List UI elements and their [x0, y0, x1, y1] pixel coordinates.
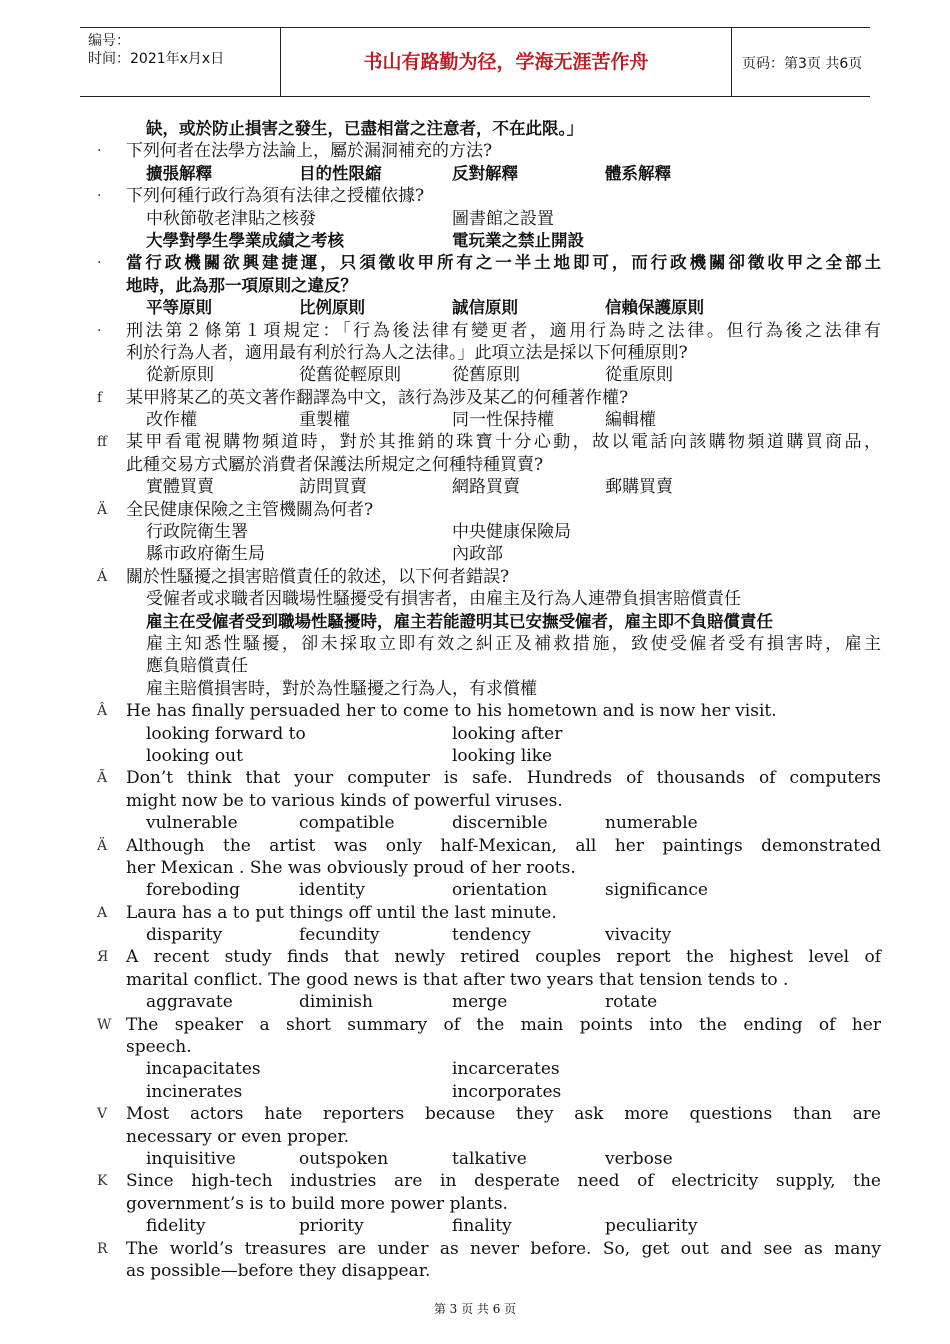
answer-option: 從舊原則 [452, 365, 520, 386]
answer-option: priority [299, 1216, 364, 1237]
header-motto: 书山有路勤为径，学海无涯苦作舟 [280, 28, 732, 96]
question-text: 某甲看電視購物頻道時，對於其推銷的珠寶十分心動，故以電話向該購物頻道購買商品， [126, 432, 881, 453]
question-text: 缺，或於防止損害之發生，已盡相當之注意者，不在此限。」 [146, 119, 584, 138]
header-meta [88, 32, 224, 68]
answer-option: 體系解釋 [605, 163, 671, 183]
question-text: necessary or even proper. [126, 1126, 350, 1147]
answer-option: tendency [452, 925, 531, 946]
question-text: 下列何者在法學方法論上，屬於漏洞補充的方法? [126, 141, 493, 162]
question-line [0, 431, 950, 453]
question-marker: Я [97, 949, 109, 966]
question-line [0, 835, 950, 857]
question-text: marital conflict. The good news is that after two years that tension tends to . [126, 969, 789, 990]
answer-option: fidelity [146, 1216, 206, 1237]
question-text: 全民健康保險之主管機關為何者? [126, 499, 374, 520]
option-row [0, 521, 950, 543]
answer-option: merge [452, 992, 508, 1013]
question-line [0, 1170, 950, 1192]
option-row [0, 991, 950, 1013]
question-line [0, 1014, 950, 1036]
option-row [0, 163, 950, 185]
text-line [0, 969, 950, 991]
answer-option: verbose [605, 1148, 673, 1169]
question-line [0, 700, 950, 722]
answer-option: identity [299, 880, 366, 901]
question-marker: Ä [97, 501, 108, 518]
option-row [0, 924, 950, 946]
answer-option: 雇主賠償損害時，對於為性騷擾之行為人，有求償權 [146, 678, 537, 699]
option-row [0, 1081, 950, 1103]
answer-option: 實體買賣 [146, 477, 214, 498]
answer-option: foreboding [146, 880, 240, 901]
text-line [0, 1193, 950, 1215]
question-marker: f [97, 389, 103, 406]
text-line [0, 118, 950, 140]
text-line [0, 275, 950, 297]
question-line [0, 1238, 950, 1260]
answer-option: 受僱者或求職者因職場性騷擾受有損害者，由雇主及行為人連帶負損害賠償責任 [146, 589, 741, 610]
answer-option: 訪問買賣 [299, 477, 367, 498]
question-text: 關於性騷擾之損害賠償責任的敘述，以下何者錯誤? [126, 566, 510, 587]
question-text: The speaker a short summary of the main points into the ending of her [126, 1014, 881, 1035]
document-body [0, 118, 950, 1282]
answer-option: vivacity [605, 925, 672, 946]
question-text: her Mexican . She was obviously proud of her roots. [126, 857, 576, 878]
question-text: Laura has a to put things off until the last minute. [126, 902, 557, 923]
answer-option: 改作權 [146, 410, 197, 431]
question-text: Most actors hate reporters because they ask more questions than are [126, 1104, 881, 1125]
answer-option: talkative [452, 1148, 527, 1169]
answer-option: 同一性保持權 [452, 410, 554, 431]
text-line [0, 1126, 950, 1148]
question-text: 地時，此為那一項原則之違反？ [126, 275, 357, 295]
answer-option: 縣市政府衛生局 [146, 544, 265, 565]
answer-option: fecundity [299, 925, 380, 946]
option-row [0, 1215, 950, 1237]
option-row [0, 745, 950, 767]
answer-option: 平等原則 [146, 298, 212, 318]
option-row [0, 1058, 950, 1080]
option-row [0, 723, 950, 745]
answer-option: aggravate [146, 992, 233, 1013]
answer-option: looking forward to [146, 723, 306, 744]
question-marker: Â [97, 703, 108, 720]
question-marker: · [97, 322, 102, 339]
answer-option: vulnerable [146, 813, 238, 834]
question-text: government’s is to build more power plants. [126, 1193, 508, 1214]
text-line [0, 678, 950, 700]
question-line [0, 1103, 950, 1125]
answer-option: 郵購買賣 [605, 477, 673, 498]
question-line [0, 252, 950, 274]
answer-option: disparity [146, 925, 223, 946]
question-text: Since high-tech industries are in desperate need of electricity supply, the [126, 1171, 881, 1192]
question-text: The world’s treasures are under as never before. So, get out and see as many [126, 1238, 881, 1259]
answer-option: 信賴保護原則 [605, 298, 704, 318]
answer-option: looking like [452, 745, 553, 766]
answer-option: finality [452, 1216, 512, 1237]
question-text: as possible—before they disappear. [126, 1260, 431, 1281]
answer-option: 行政院衛生署 [146, 522, 248, 543]
option-row [0, 1148, 950, 1170]
answer-option: 重製權 [299, 410, 350, 431]
answer-option: incinerates [146, 1081, 243, 1102]
text-line [0, 633, 950, 655]
header-number: 编号： [88, 33, 130, 49]
answer-option: 應負賠償責任 [146, 656, 248, 677]
question-line [0, 499, 950, 521]
question-text: 利於行為人者，適用最有利於行為人之法律。」此項立法是採以下何種原則? [126, 342, 688, 363]
answer-option: 編輯權 [605, 410, 656, 431]
text-line [0, 588, 950, 610]
answer-option: incarcerates [452, 1059, 560, 1080]
question-text: 下列何種行政行為須有法律之授權依據? [126, 186, 425, 207]
question-line [0, 320, 950, 342]
option-row [0, 879, 950, 901]
question-marker: · [97, 143, 102, 160]
answer-option: rotate [605, 992, 658, 1013]
text-line [0, 1036, 950, 1058]
question-marker: A [97, 904, 108, 921]
question-text: might now be to various kinds of powerful viruses. [126, 790, 563, 811]
answer-option: 中央健康保險局 [452, 522, 571, 543]
question-marker: W [97, 1016, 112, 1033]
option-row [0, 364, 950, 386]
answer-option: looking after [452, 723, 563, 744]
question-text: speech. [126, 1037, 192, 1058]
page-footer: 第 3 页 共 6 页 [433, 1302, 517, 1316]
question-text: 某甲將某乙的英文著作翻譯為中文，該行為涉及某乙的何種著作權? [126, 387, 629, 408]
text-line [0, 857, 950, 879]
text-line [0, 655, 950, 677]
header-page-number: 页码：第3页 共6页 [742, 56, 863, 72]
question-marker: K [97, 1173, 108, 1190]
answer-option: 網路買賣 [452, 477, 520, 498]
option-row [0, 812, 950, 834]
header-time: 时间：2021年x月x日 [88, 51, 225, 67]
question-text: He has finally persuaded her to come to his hometown and is now her visit. [126, 701, 777, 722]
answer-option: 反對解釋 [452, 163, 518, 183]
question-text: 此種交易方式屬於消費者保護法所規定之何種特種買賣? [126, 454, 544, 475]
question-line [0, 946, 950, 968]
answer-option: orientation [452, 880, 548, 901]
question-marker: Ã [97, 770, 108, 787]
answer-option: 誠信原則 [452, 298, 518, 318]
option-row [0, 476, 950, 498]
text-line [0, 454, 950, 476]
answer-option: 雇主知悉性騷擾，卻未採取立即有效之糾正及補救措施，致使受僱者受有損害時，雇主 [146, 633, 881, 654]
question-marker: ff [97, 434, 107, 451]
answer-option: 內政部 [452, 544, 503, 565]
text-line [0, 342, 950, 364]
answer-option: 中秋節敬老津貼之核發 [146, 208, 316, 229]
question-marker: · [97, 188, 102, 205]
question-marker: R [97, 1240, 108, 1257]
question-marker: Á [97, 568, 108, 585]
answer-option: 大學對學生學業成績之考核 [146, 230, 344, 250]
question-marker: Ä [97, 837, 108, 854]
question-text: 當行政機關欲興建捷運，只須徵收甲所有之一半土地即可，而行政機關卻徵收甲之全部土 [126, 253, 881, 273]
question-text: Don’t think that your computer is safe. Hundreds of thousands of computers [126, 768, 881, 789]
answer-option: incapacitates [146, 1059, 261, 1080]
answer-option: diminish [299, 992, 373, 1013]
question-line [0, 767, 950, 789]
question-marker: V [97, 1106, 108, 1123]
option-row [0, 543, 950, 565]
question-line [0, 566, 950, 588]
answer-option: compatible [299, 813, 395, 834]
answer-option: 從新原則 [146, 365, 214, 386]
question-line [0, 387, 950, 409]
answer-option: inquisitive [146, 1148, 236, 1169]
question-text: 刑法第２條第１項規定：「行為後法律有變更者，適用行為時之法律。但行為後之法律有 [126, 320, 881, 341]
answer-option: 雇主在受僱者受到職場性騷擾時，雇主若能證明其已安撫受僱者，雇主即不負賠償責任 [146, 611, 773, 631]
answer-option: 目的性限縮 [299, 163, 382, 183]
answer-option: looking out [146, 745, 243, 766]
option-row [0, 409, 950, 431]
answer-option: 電玩業之禁止開設 [452, 230, 584, 250]
text-line [0, 790, 950, 812]
text-line [0, 1260, 950, 1282]
text-line [0, 611, 950, 633]
question-text: Although the artist was only half-Mexican, all her paintings demonstrated [126, 835, 881, 856]
question-line [0, 140, 950, 162]
option-row [0, 208, 950, 230]
answer-option: peculiarity [605, 1216, 698, 1237]
answer-option: 擴張解釋 [146, 163, 212, 183]
question-text: A recent study finds that newly retired couples report the highest level of [126, 947, 881, 968]
question-line [0, 902, 950, 924]
answer-option: 比例原則 [299, 298, 365, 318]
answer-option: numerable [605, 813, 698, 834]
answer-option: significance [605, 880, 708, 901]
answer-option: 從重原則 [605, 365, 673, 386]
page-header [80, 27, 870, 97]
question-marker: · [97, 255, 102, 272]
answer-option: incorporates [452, 1081, 562, 1102]
question-line [0, 185, 950, 207]
answer-option: 從舊從輕原則 [299, 365, 401, 386]
option-row [0, 230, 950, 252]
answer-option: discernible [452, 813, 548, 834]
answer-option: outspoken [299, 1148, 389, 1169]
option-row [0, 297, 950, 319]
answer-option: 圖書館之設置 [452, 208, 554, 229]
